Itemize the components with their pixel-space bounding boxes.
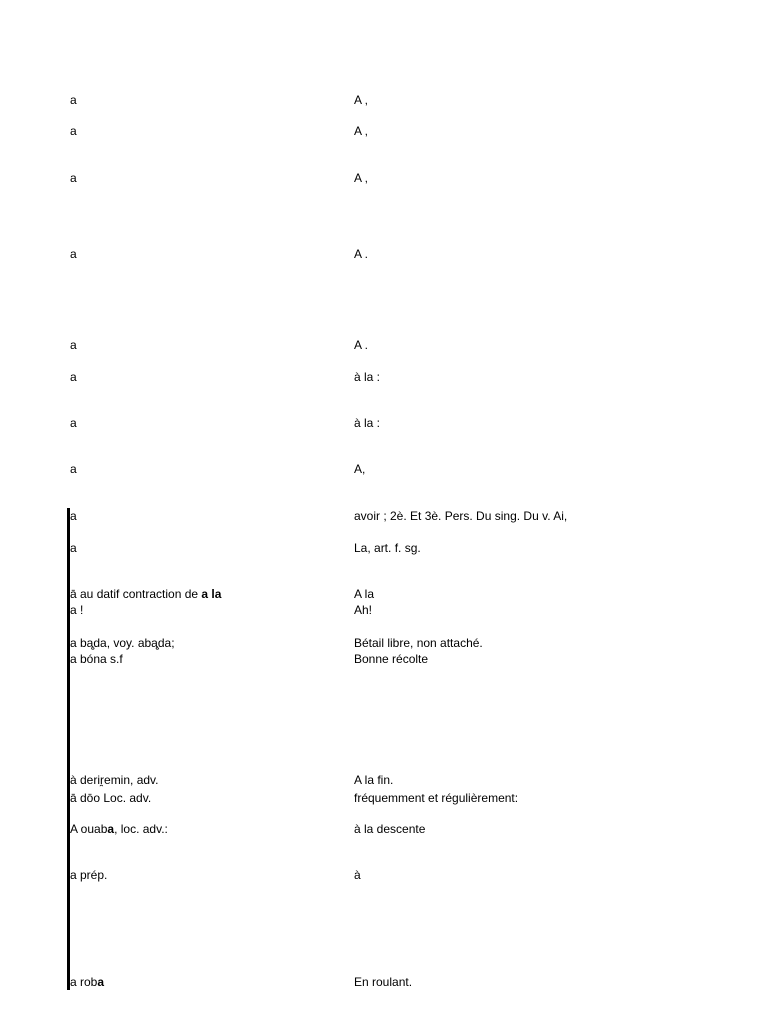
entry-term: a xyxy=(70,338,77,352)
entry-term-text: A ouab xyxy=(70,822,108,836)
dictionary-entry xyxy=(70,415,710,431)
entry-definition: A, xyxy=(354,462,366,476)
entry-term xyxy=(70,974,104,990)
entry-term xyxy=(70,586,221,602)
dictionary-entry xyxy=(70,586,710,602)
entry-definition: En roulant. xyxy=(354,975,413,989)
dictionary-entry xyxy=(70,821,710,837)
entry-term: a bą̧da, voy. abą̧da; xyxy=(70,636,175,650)
entry-definition: A . xyxy=(354,247,369,261)
entry-definition: à la : xyxy=(354,416,381,430)
entry-definition: à la : xyxy=(354,370,381,384)
dictionary-entry xyxy=(70,540,710,556)
entry-term xyxy=(70,821,168,837)
entry-term: a ! xyxy=(70,603,84,617)
entry-term-text: a rob xyxy=(70,975,98,989)
entry-definition: A , xyxy=(354,124,369,138)
dictionary-entry xyxy=(70,772,710,788)
entry-term: a xyxy=(70,171,77,185)
dictionary-entry xyxy=(70,369,710,385)
entry-term: a xyxy=(70,247,77,261)
entry-definition: à la descente xyxy=(354,822,426,836)
entry-definition: à xyxy=(354,868,361,882)
entry-definition: Bonne récolte xyxy=(354,652,429,666)
entry-definition: avoir ; 2è. Et 3è. Pers. Du sing. Du v. Ai, xyxy=(354,509,568,523)
dictionary-entry xyxy=(70,635,710,651)
entry-definition: A . xyxy=(354,338,369,352)
entry-term: a xyxy=(70,462,77,476)
dictionary-entry xyxy=(70,867,710,883)
dictionary-entry xyxy=(70,651,710,667)
dictionary-entry xyxy=(70,170,710,186)
dictionary-entry xyxy=(70,92,710,108)
entry-term: a bóna s.f xyxy=(70,652,123,666)
dictionary-entry xyxy=(70,790,710,806)
entry-definition: fréquemment et régulièrement: xyxy=(354,791,519,805)
entry-term: a xyxy=(70,370,77,384)
entry-term: a xyxy=(70,541,77,555)
entry-term: a xyxy=(70,509,77,523)
dictionary-entry xyxy=(70,461,710,477)
dictionary-entry xyxy=(70,123,710,139)
dictionary-entry xyxy=(70,508,710,524)
entry-definition: Bétail libre, non attaché. xyxy=(354,636,483,650)
dictionary-entry xyxy=(70,337,710,353)
entry-term-bold: a la xyxy=(201,587,222,601)
entry-term-text: , loc. adv.: xyxy=(114,822,168,836)
entry-definition: La, art. f. sg. xyxy=(354,541,421,555)
entry-term: a xyxy=(70,93,77,107)
entry-definition: A la xyxy=(354,587,375,601)
entry-term-text: ā au datif contraction de xyxy=(70,587,202,601)
entry-definition: A la fin. xyxy=(354,773,394,787)
dictionary-entry xyxy=(70,974,710,990)
margin-bar xyxy=(67,508,70,990)
entry-term: a xyxy=(70,124,77,138)
entry-definition: Ah! xyxy=(354,603,373,617)
entry-term: ā dōo Loc. adv. xyxy=(70,791,152,805)
entry-definition: A , xyxy=(354,171,369,185)
entry-definition: A , xyxy=(354,93,369,107)
entry-term-bold: a xyxy=(97,975,105,989)
dictionary-entry xyxy=(70,246,710,262)
dictionary-entry xyxy=(70,602,710,618)
entry-term: à derir̯emin, adv. xyxy=(70,773,159,787)
entry-term: a xyxy=(70,416,77,430)
entry-term-bold: a xyxy=(107,822,115,836)
entry-term: a prép. xyxy=(70,868,108,882)
